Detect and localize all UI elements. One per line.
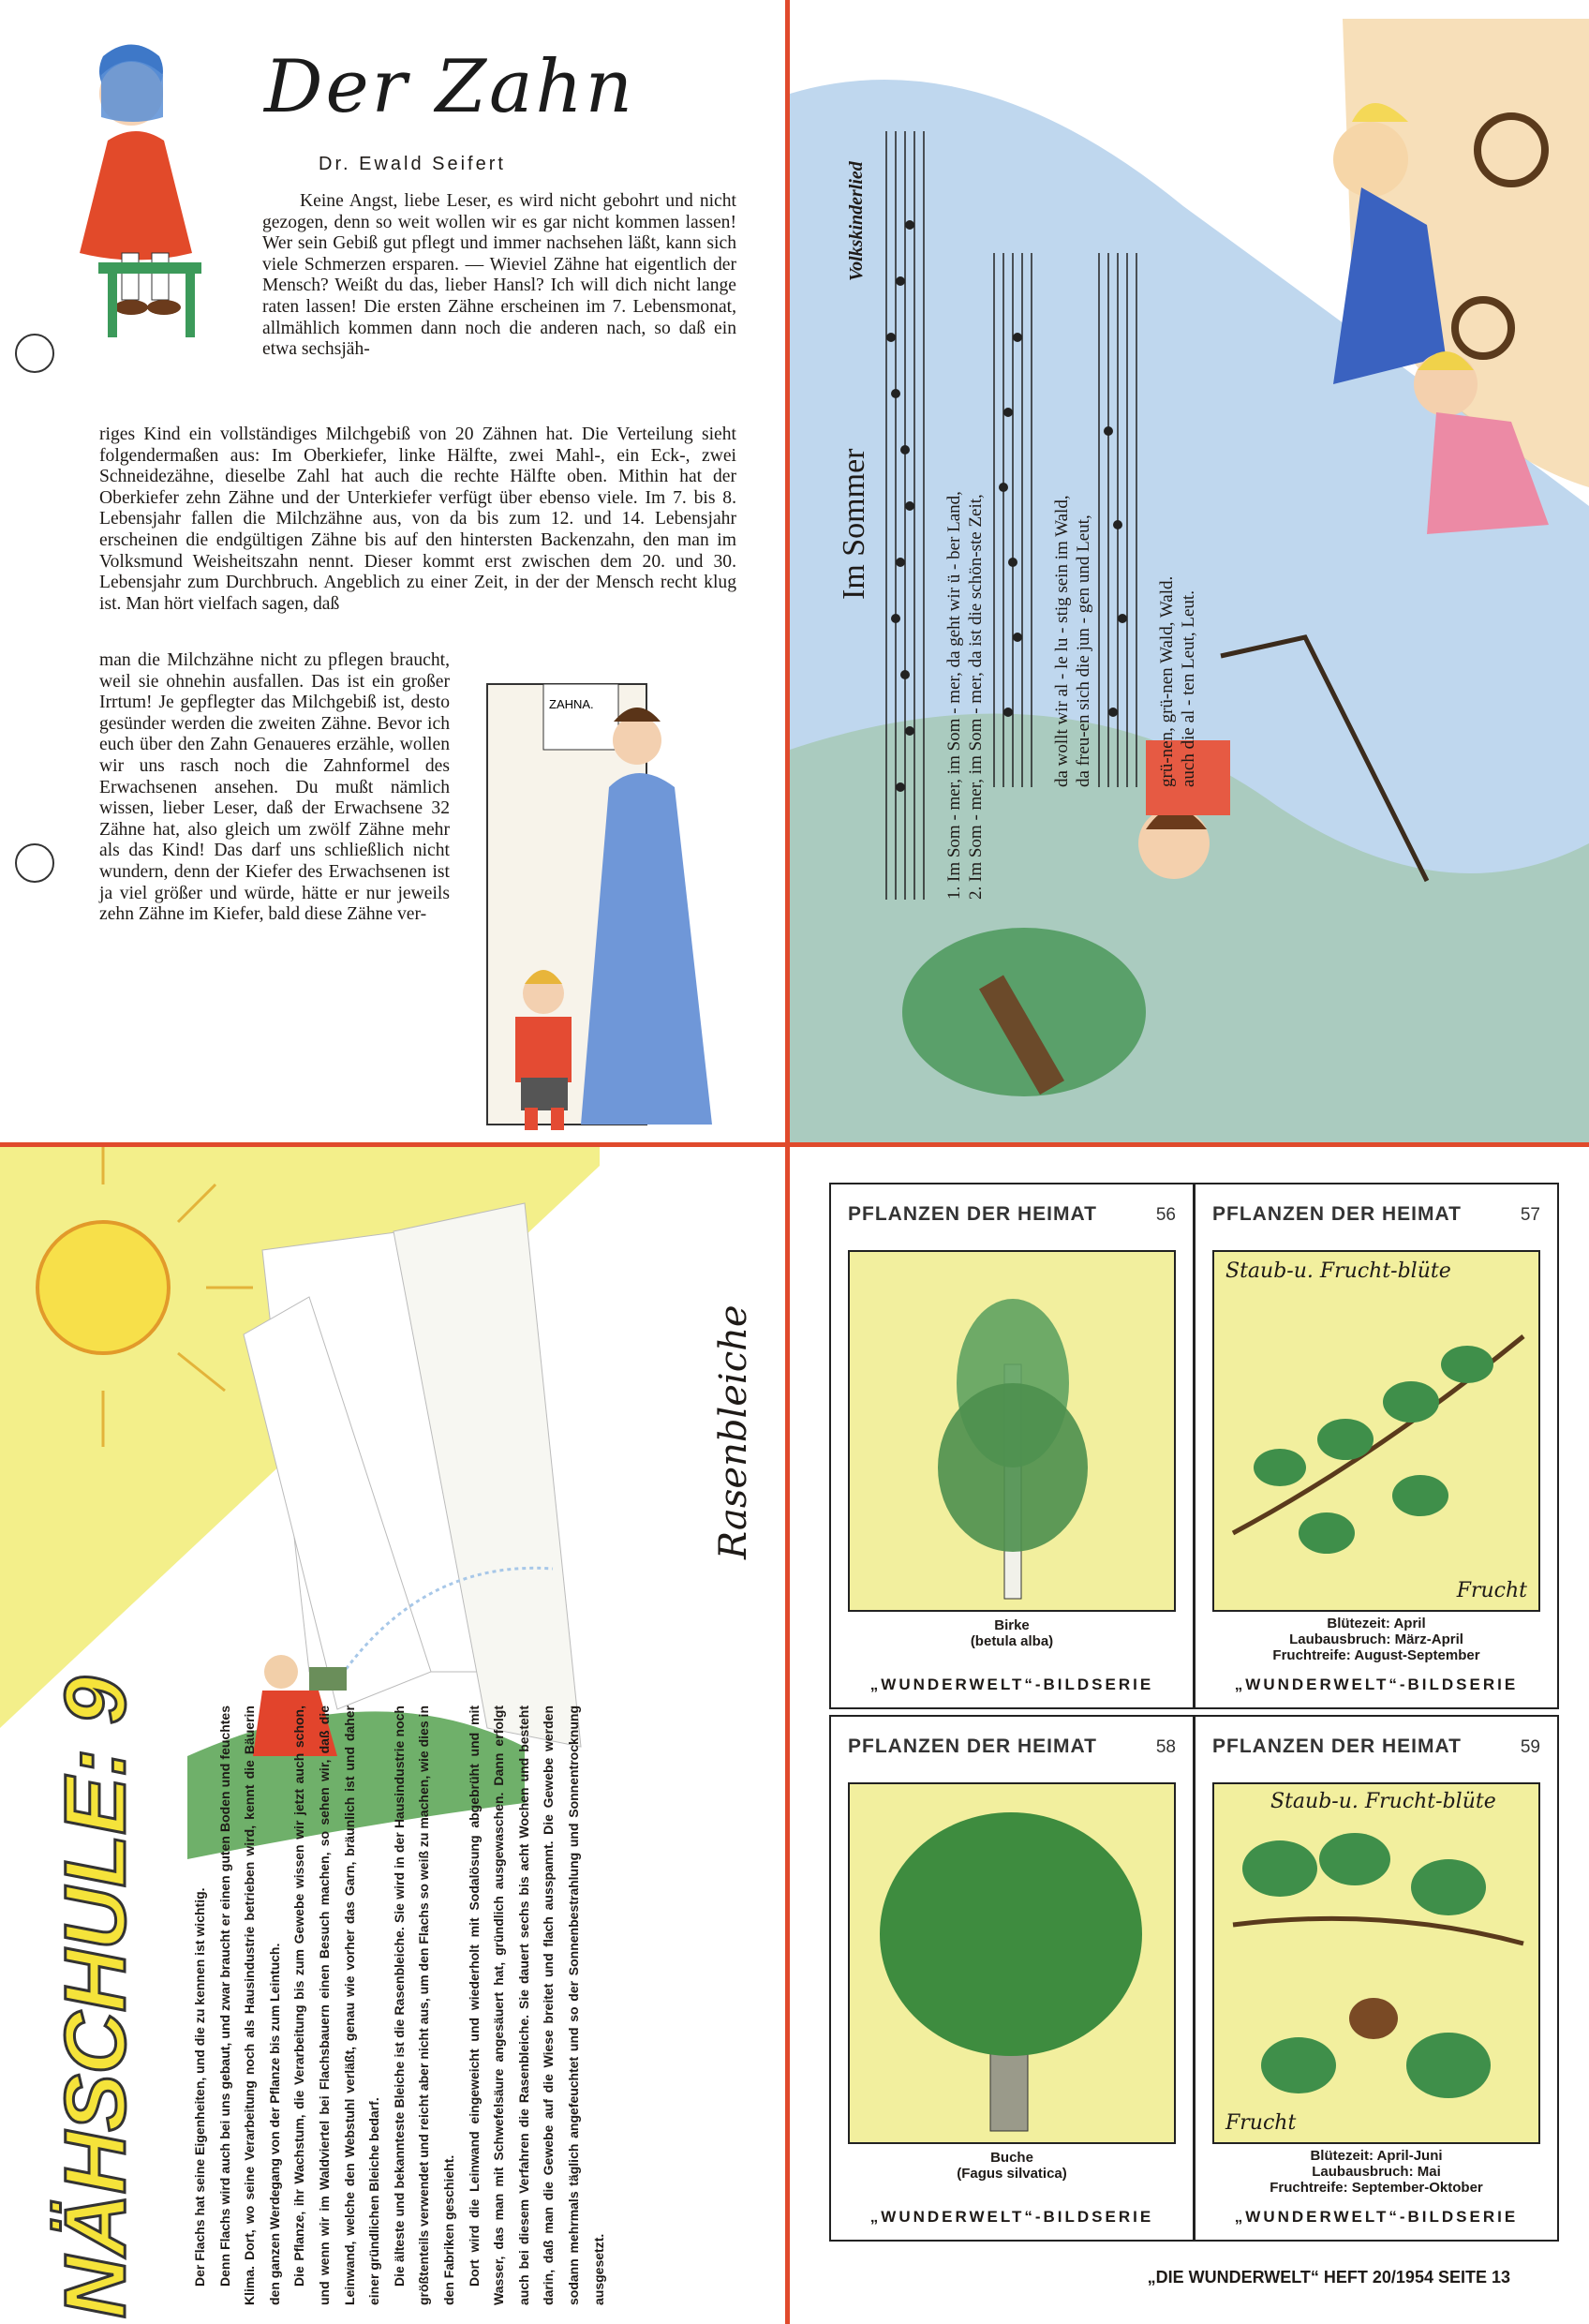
- naehschule-section: [0, 1147, 785, 2324]
- card-number: 58: [1155, 1737, 1176, 1757]
- rasenbleiche-title: Rasenbleiche: [712, 1304, 755, 1559]
- paragraph: Die älteste und bekannteste Bleiche ist die Rasenbleiche. Sie wird in der Hausindustrie noch größtenteils verwendet und reicht aber nicht aus, um den Flachs so weiß zu machen, wie dies in den Fabriken geschieht.: [391, 1706, 456, 2305]
- birch-branch-picture: [1212, 1250, 1540, 1612]
- paragraph: Dort wird die Leinwand eingeweicht und wiederholt mit Sodalösung abgebrüht und mit Wasser, das man mit Schwefelsäure angesäuert hat, gründlich ausgewaschen. Dann erfolgt auch bei diesem Verfahren die Rasenbleiche. Sie dauert sechs bis acht Wochen und besteht darin, daß man die Gewebe auf die Wiese breitet und flach ausspannt. Die Gewebe werden sodann mehrmals täglich angefeuchtet und so der Sonnenbestrahlung und Sonnentrocknung ausgesetzt.: [466, 1706, 606, 2305]
- card-number: 59: [1520, 1737, 1540, 1757]
- article-der-zahn: [0, 0, 785, 1142]
- card-series: „WUNDERWELT“-BILDSERIE: [869, 1676, 1154, 1693]
- song-score-rotated: [790, 0, 1589, 1142]
- page-footer: „DIE WUNDERWELT“ HEFT 20/1954 SEITE 13: [1147, 2268, 1510, 2287]
- door-sign: ZAHNA.: [549, 697, 594, 711]
- caption-line: Fruchtreife: September-Oktober: [1270, 2180, 1483, 2196]
- music-staves: [790, 0, 1589, 1142]
- caption-line: (betula alba): [970, 1633, 1054, 1649]
- song-subtitle: Volkskinderlied: [846, 161, 867, 281]
- card-header: PFLANZEN DER HEIMAT: [1212, 1203, 1462, 1225]
- article-paragraph-main: [99, 425, 736, 615]
- card-caption: [1195, 1616, 1557, 1663]
- article-title: Der Zahn: [264, 45, 635, 129]
- verse-line-2-v2: da freu-en sich die jun - gen und Leut,: [1074, 514, 1093, 787]
- pic-label-top: Staub-u. Frucht-blüte: [1270, 1790, 1496, 1813]
- caption-line: Laubausbruch: März-April: [1289, 1631, 1463, 1647]
- paragraph: man die Milchzähne nicht zu pflegen braucht, weil sie ohnehin ausfallen. Das ist ein großer Irrtum! Je gepflegter das Milchgebiß ist, desto gesünder werden die zweiten Zähne. Bevor ich euch über den Zahn Genaueres erzähle, wollen wir uns rasch noch die Zahnformel des Erwachsenen ansehen. Du mußt nämlich wissen, lieber Leser, daß der Erwachsene 32 Zähne hat, also gleich um zwölf Zähne mehr als das Kind! Das darf uns schließlich nicht wundern, denn der Kiefer des Erwachsenen ist ja viel größer und würde, hätte er nur jeweils zehn Zähne im Kiefer, bald diese Zähne ver-: [99, 650, 450, 925]
- card-header: PFLANZEN DER HEIMAT: [1212, 1736, 1462, 1757]
- beech-branch-picture: [1212, 1782, 1540, 2144]
- vertical-divider-lower: [785, 1145, 790, 2324]
- pic-label-top: Staub-u. Frucht-blüte: [1225, 1259, 1451, 1283]
- card-header: PFLANZEN DER HEIMAT: [848, 1736, 1097, 1757]
- card-number: 56: [1155, 1205, 1176, 1225]
- paragraph: Keine Angst, liebe Leser, es wird nicht gebohrt und nicht gezogen, denn so weit wollen wir es gar nicht kommen lassen! Wer sein Gebiß gut pflegt und immer nachsehen läßt, kann sich viele Schmerzen ersparen. — Wieviel Zähne hat eigentlich der Mensch? Weißt du das, lieber Hansl? Ich will dich nicht lange raten lassen! Die ersten Zähne erscheinen im 7. Lebensmonat, allmählich kommen dann noch die anderen nach, so daß ein etwa sechsjäh-: [262, 191, 736, 360]
- naehschule-text: [187, 1706, 611, 2305]
- paragraph: Der Flachs hat seine Eigenheiten, und die zu kennen ist wichtig.: [192, 1887, 207, 2287]
- card-series: „WUNDERWELT“-BILDSERIE: [1234, 1676, 1519, 1693]
- dentist-door-illustration: [459, 675, 778, 1134]
- naehschule-title: NÄHSCHULE: 9: [48, 1676, 143, 2318]
- card-header: PFLANZEN DER HEIMAT: [848, 1203, 1097, 1225]
- song-title: Im Sommer: [837, 448, 871, 600]
- article-paragraph-intro: [262, 191, 736, 361]
- caption-line: Fruchtreife: August-September: [1272, 1647, 1480, 1663]
- card-series: „WUNDERWELT“-BILDSERIE: [1234, 2208, 1519, 2226]
- plant-card-58: [829, 1715, 1195, 2242]
- caption-line: Blütezeit: April: [1327, 1616, 1426, 1631]
- card-caption: [1195, 2148, 1557, 2196]
- card-caption: [831, 2150, 1193, 2182]
- caption-line: Blütezeit: April-Juni: [1310, 2148, 1443, 2164]
- caption-line: Buche: [990, 2150, 1033, 2166]
- caption-line: Birke: [994, 1617, 1030, 1633]
- verse-line-2-v1: da wollt wir al - le lu - stig sein im Wald,: [1052, 495, 1072, 787]
- plant-card-56: [829, 1183, 1195, 1709]
- verse-line-3-v1: grü-nen, grü-nen Wald, Wald.: [1157, 575, 1177, 787]
- caption-line: Laubausbruch: Mai: [1312, 2164, 1441, 2180]
- caption-line: (Fagus silvatica): [957, 2166, 1067, 2182]
- girl-with-toothache-illustration: [66, 37, 253, 347]
- birch-tree-picture: [848, 1250, 1176, 1612]
- song-im-sommer: [790, 0, 1589, 1142]
- paragraph: Denn Flachs wird auch bei uns gebaut, und zwar braucht er einen guten Boden und feuchtes Klima. Dort, wo seine Verarbeitung noch als Hausindustrie betrieben wird, kennt die Bäuerin den ganzen Werdegang von der Pflanze bis zum Leintuch.: [216, 1706, 282, 2305]
- paragraph: riges Kind ein vollständiges Milchgebiß von 20 Zähnen hat. Die Verteilung sieht folgendermaßen aus: Im Oberkiefer, linke Hälfte, zwei Mahl-, ein Eck-, zwei Schneidezähne, dieselbe Zahl hat auch die rechte Hälfte oben. Mithin hat der Oberkiefer zehn Zähne und der Unterkiefer verfügt über ebenso viele. Im 7. bis 8. Lebensjahr fallen die Milchzähne aus, von da bis zum 12. und 14. Lebensjahr erscheinen die endgültigen Zähne bis auf den hintersten Backenzahn, den man im Volksmund Weisheitszahn nennt. Dieser kommt erst zwischen dem 20. und 30. Lebensjahr zum Durchbruch. Angeblich zu einer Zeit, in der der Mensch recht klug ist. Man hört vielfach sagen, daß: [99, 425, 736, 614]
- beech-tree-picture: [848, 1782, 1176, 2144]
- card-caption: [831, 1617, 1193, 1649]
- pic-label-bottom: Frucht: [1225, 2111, 1297, 2135]
- article-paragraph-lower: [99, 650, 450, 926]
- card-number: 57: [1520, 1205, 1540, 1225]
- plant-card-57: [1194, 1183, 1559, 1709]
- verse-line-3-v2: auch die al - ten Leut, Leut.: [1179, 590, 1198, 787]
- paragraph: Die Pflanze, ihr Wachstum, die Verarbeitung bis zum Gewebe wissen wir jetzt auch schon, und wenn wir im Waldviertel bei Flachsbauern einen Besuch machen, so sehen wir, daß die Leinwand, welche den Webstuhl verläßt, genau wie vorher das Garn, bräunlich ist und daher einer gründlichen Bleiche bedarf.: [291, 1706, 382, 2305]
- verse-line-1-v2: 2. Im Som - mer, im Som - mer, da ist die schön-ste Zeit,: [966, 494, 986, 900]
- card-series: „WUNDERWELT“-BILDSERIE: [869, 2208, 1154, 2226]
- plant-card-59: [1194, 1715, 1559, 2242]
- article-author: Dr. Ewald Seifert: [319, 154, 506, 174]
- pic-label-bottom: Frucht: [1456, 1579, 1527, 1602]
- verse-line-1-v1: 1. Im Som - mer, im Som - mer, da geht wir ü - ber Land,: [944, 491, 964, 900]
